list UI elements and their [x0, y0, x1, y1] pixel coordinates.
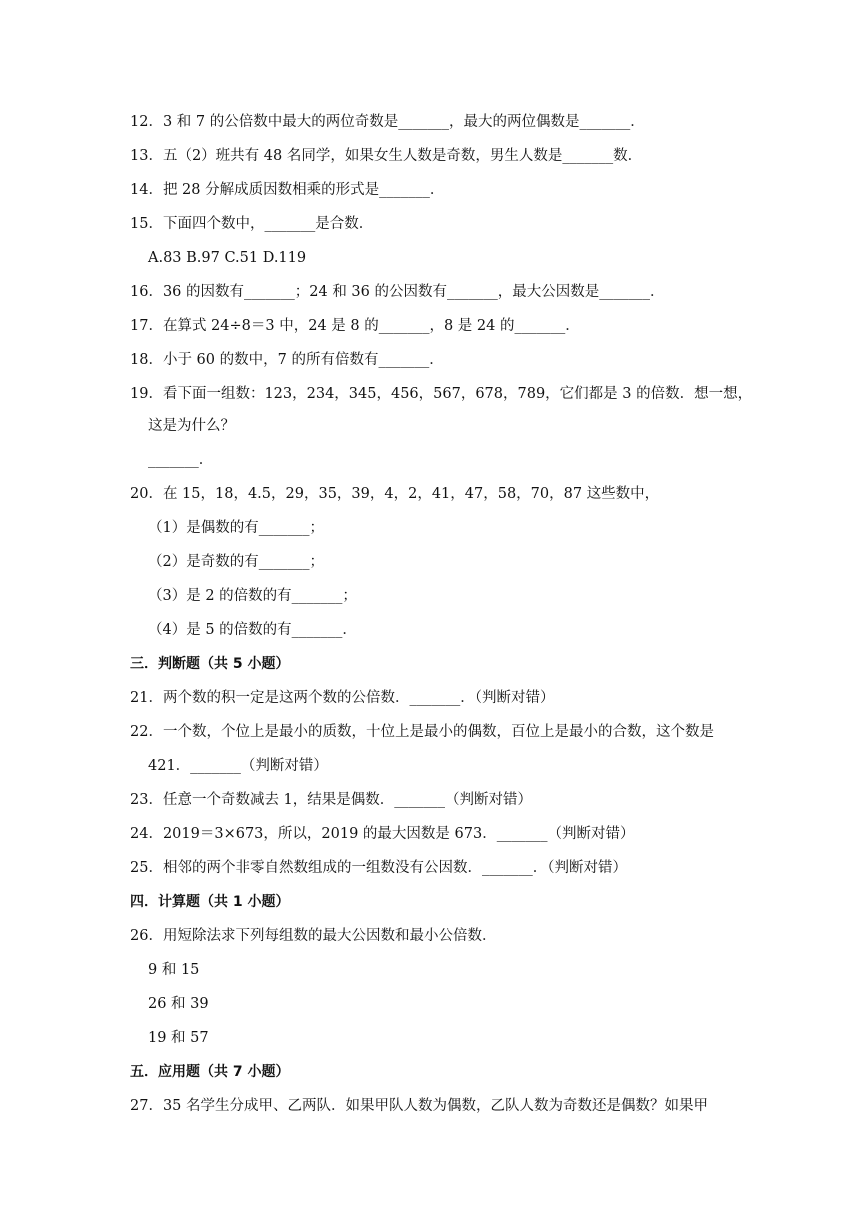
- question-15: 15．下面四个数中，_______是合数．: [130, 216, 374, 232]
- question-20: 20．在 15，18，4.5，29，35，39，4，2，41，47，58，70，87 这些数中，: [130, 486, 660, 502]
- question-26-group-2: 26 和 39: [148, 996, 209, 1012]
- section-heading-calculation: 四．计算题（共 1 小题）: [130, 894, 290, 910]
- question-25: 25．相邻的两个非零自然数组成的一组数没有公因数．_______．（判断对错）: [130, 860, 627, 876]
- question-22-continued: 421．_______（判断对错）: [148, 758, 328, 774]
- question-20-part-4: （4）是 5 的倍数的有_______．: [148, 622, 357, 638]
- question-26-group-3: 19 和 57: [148, 1030, 209, 1046]
- question-19: 19．看下面一组数：123，234，345，456，567，678，789，它们都是 3 的倍数．想一想，: [130, 386, 753, 402]
- question-24: 24．2019＝3×673，所以，2019 的最大因数是 673．_______（判断对错）: [130, 826, 635, 842]
- question-20-part-3: （3）是 2 的倍数的有_______；: [148, 588, 357, 604]
- question-14: 14．把 28 分解成质因数相乘的形式是_______．: [130, 182, 445, 198]
- question-20-part-2: （2）是奇数的有_______；: [148, 554, 324, 570]
- question-13: 13．五（2）班共有 48 名同学，如果女生人数是奇数，男生人数是_______数．: [130, 148, 643, 164]
- section-heading-judgment: 三．判断题（共 5 小题）: [130, 656, 290, 672]
- section-heading-application: 五．应用题（共 7 小题）: [130, 1064, 290, 1080]
- question-19-answer-blank: _______．: [148, 452, 214, 468]
- question-21: 21．两个数的积一定是这两个数的公倍数．_______．（判断对错）: [130, 690, 555, 706]
- question-15-options: A.83 B.97 C.51 D.119: [148, 250, 307, 266]
- question-26: 26．用短除法求下列每组数的最大公因数和最小公倍数．: [130, 928, 497, 944]
- question-23: 23．任意一个奇数减去 1，结果是偶数．_______（判断对错）: [130, 792, 533, 808]
- question-18: 18．小于 60 的数中，7 的所有倍数有_______．: [130, 352, 444, 368]
- question-26-group-1: 9 和 15: [148, 962, 200, 978]
- question-22: 22．一个数，个位上是最小的质数，十位上是最小的偶数，百位上是最小的合数，这个数是: [130, 724, 714, 740]
- question-16: 16．36 的因数有_______；24 和 36 的公因数有_______，最大公因数是_______．: [130, 284, 665, 300]
- question-20-part-1: （1）是偶数的有_______；: [148, 520, 324, 536]
- question-17: 17．在算式 24÷8＝3 中，24 是 8 的_______，8 是 24 的_______．: [130, 318, 580, 334]
- question-19-continued: 这是为什么？: [148, 418, 235, 434]
- question-27: 27．35 名学生分成甲、乙两队．如果甲队人数为偶数，乙队人数为奇数还是偶数？如果甲: [130, 1098, 709, 1114]
- question-12: 12．3 和 7 的公倍数中最大的两位奇数是_______，最大的两位偶数是_______．: [130, 114, 645, 130]
